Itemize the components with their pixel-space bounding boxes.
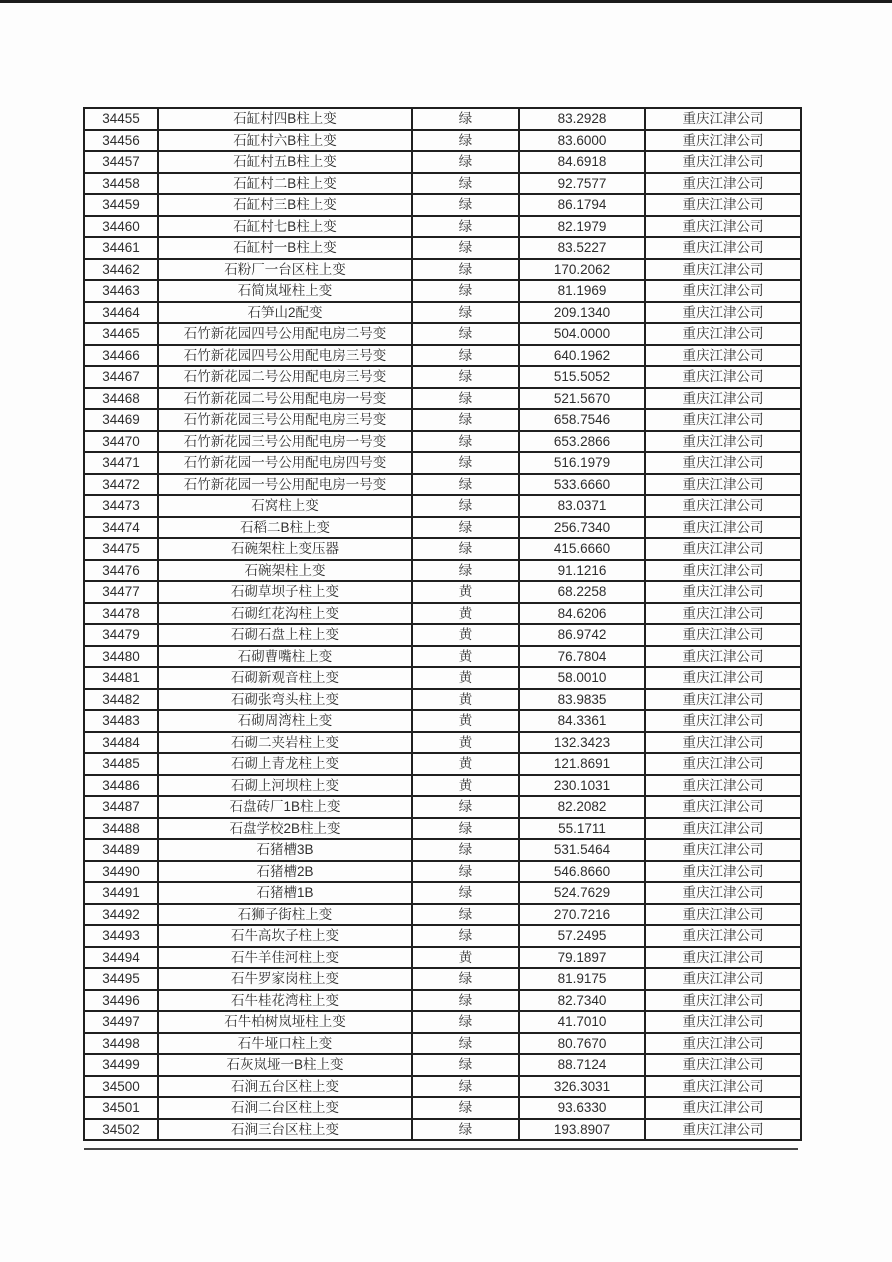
cell-id: 34477 [84, 581, 158, 603]
cell-name: 石猪槽1B [158, 882, 412, 904]
cell-id: 34486 [84, 775, 158, 797]
cell-color: 绿 [412, 882, 519, 904]
cell-color: 黄 [412, 753, 519, 775]
cell-company: 重庆江津公司 [645, 151, 801, 173]
cell-color: 绿 [412, 538, 519, 560]
cell-id: 34465 [84, 323, 158, 345]
cell-color: 绿 [412, 1097, 519, 1119]
cell-value: 93.6330 [519, 1097, 645, 1119]
cell-name: 石竹新花园一号公用配电房四号变 [158, 452, 412, 474]
table-row [84, 947, 801, 969]
table-row [84, 130, 801, 152]
cell-name: 石牛桂花湾柱上变 [158, 990, 412, 1012]
cell-value: 533.6660 [519, 474, 645, 496]
cell-id: 34491 [84, 882, 158, 904]
table-row [84, 388, 801, 410]
cell-value: 504.0000 [519, 323, 645, 345]
cell-value: 132.3423 [519, 732, 645, 754]
cell-color: 黄 [412, 732, 519, 754]
cell-value: 80.7670 [519, 1033, 645, 1055]
table-row [84, 538, 801, 560]
cell-color: 绿 [412, 173, 519, 195]
cell-color: 绿 [412, 388, 519, 410]
table-row [84, 904, 801, 926]
cell-company: 重庆江津公司 [645, 388, 801, 410]
cell-id: 34474 [84, 517, 158, 539]
cell-id: 34488 [84, 818, 158, 840]
transformer-table [83, 107, 802, 1141]
cell-id: 34490 [84, 861, 158, 883]
table-row [84, 796, 801, 818]
cell-company: 重庆江津公司 [645, 624, 801, 646]
cell-value: 82.1979 [519, 216, 645, 238]
cell-name: 石涧三台区柱上变 [158, 1119, 412, 1141]
table-row [84, 689, 801, 711]
cell-color: 绿 [412, 452, 519, 474]
cell-id: 34480 [84, 646, 158, 668]
cell-company: 重庆江津公司 [645, 302, 801, 324]
cell-value: 415.6660 [519, 538, 645, 560]
cell-name: 石竹新花园三号公用配电房一号变 [158, 431, 412, 453]
cell-value: 83.5227 [519, 237, 645, 259]
cell-id: 34482 [84, 689, 158, 711]
cell-value: 55.1711 [519, 818, 645, 840]
table-row [84, 237, 801, 259]
table-row [84, 560, 801, 582]
cell-value: 92.7577 [519, 173, 645, 195]
cell-color: 绿 [412, 237, 519, 259]
cell-id: 34496 [84, 990, 158, 1012]
cell-company: 重庆江津公司 [645, 1054, 801, 1076]
cell-color: 绿 [412, 366, 519, 388]
cell-company: 重庆江津公司 [645, 667, 801, 689]
cell-company: 重庆江津公司 [645, 710, 801, 732]
table-row [84, 1097, 801, 1119]
cell-name: 石缸村二B柱上变 [158, 173, 412, 195]
cell-id: 34489 [84, 839, 158, 861]
cell-id: 34498 [84, 1033, 158, 1055]
cell-name: 石砌上青龙柱上变 [158, 753, 412, 775]
cell-id: 34487 [84, 796, 158, 818]
cell-color: 绿 [412, 216, 519, 238]
cell-name: 石缸村一B柱上变 [158, 237, 412, 259]
cell-id: 34493 [84, 925, 158, 947]
cell-color: 绿 [412, 1076, 519, 1098]
cell-value: 653.2866 [519, 431, 645, 453]
table-row [84, 517, 801, 539]
cell-color: 黄 [412, 603, 519, 625]
cell-color: 绿 [412, 409, 519, 431]
table-row [84, 345, 801, 367]
cell-color: 绿 [412, 839, 519, 861]
table-row [84, 431, 801, 453]
cell-company: 重庆江津公司 [645, 560, 801, 582]
cell-name: 石盘砖厂1B柱上变 [158, 796, 412, 818]
cell-company: 重庆江津公司 [645, 968, 801, 990]
cell-name: 石狮子街柱上变 [158, 904, 412, 926]
cell-name: 石牛柏树岚垭柱上变 [158, 1011, 412, 1033]
table-row [84, 1033, 801, 1055]
cell-color: 绿 [412, 818, 519, 840]
page-top-edge-line [0, 0, 892, 3]
cell-color: 绿 [412, 560, 519, 582]
cell-id: 34467 [84, 366, 158, 388]
cell-id: 34468 [84, 388, 158, 410]
cell-value: 58.0010 [519, 667, 645, 689]
cell-company: 重庆江津公司 [645, 1119, 801, 1141]
cell-value: 515.5052 [519, 366, 645, 388]
cell-name: 石简岚垭柱上变 [158, 280, 412, 302]
cell-id: 34460 [84, 216, 158, 238]
cell-name: 石牛羊佳河柱上变 [158, 947, 412, 969]
cell-id: 34502 [84, 1119, 158, 1141]
cell-color: 黄 [412, 581, 519, 603]
cell-color: 绿 [412, 345, 519, 367]
cell-value: 83.6000 [519, 130, 645, 152]
table-row [84, 151, 801, 173]
table-row [84, 194, 801, 216]
cell-id: 34479 [84, 624, 158, 646]
cell-name: 石涧五台区柱上变 [158, 1076, 412, 1098]
cell-id: 34464 [84, 302, 158, 324]
cell-color: 绿 [412, 925, 519, 947]
cell-name: 石缸村七B柱上变 [158, 216, 412, 238]
cell-id: 34473 [84, 495, 158, 517]
table-row [84, 925, 801, 947]
cell-color: 绿 [412, 108, 519, 130]
transformer-table-body [84, 108, 801, 1140]
cell-id: 34463 [84, 280, 158, 302]
cell-value: 84.6206 [519, 603, 645, 625]
cell-company: 重庆江津公司 [645, 861, 801, 883]
cell-color: 黄 [412, 775, 519, 797]
cell-value: 121.8691 [519, 753, 645, 775]
cell-id: 34472 [84, 474, 158, 496]
cell-company: 重庆江津公司 [645, 603, 801, 625]
cell-id: 34461 [84, 237, 158, 259]
cell-id: 34471 [84, 452, 158, 474]
table-row [84, 173, 801, 195]
table-row [84, 366, 801, 388]
cell-company: 重庆江津公司 [645, 925, 801, 947]
cell-value: 256.7340 [519, 517, 645, 539]
cell-value: 76.7804 [519, 646, 645, 668]
cell-value: 81.1969 [519, 280, 645, 302]
cell-color: 黄 [412, 624, 519, 646]
cell-value: 270.7216 [519, 904, 645, 926]
cell-name: 石牛罗家岗柱上变 [158, 968, 412, 990]
cell-company: 重庆江津公司 [645, 495, 801, 517]
cell-value: 79.1897 [519, 947, 645, 969]
cell-id: 34476 [84, 560, 158, 582]
table-row [84, 474, 801, 496]
cell-name: 石砌二夹岩柱上变 [158, 732, 412, 754]
cell-id: 34485 [84, 753, 158, 775]
cell-name: 石砌上河坝柱上变 [158, 775, 412, 797]
table-row [84, 990, 801, 1012]
cell-company: 重庆江津公司 [645, 646, 801, 668]
cell-color: 绿 [412, 517, 519, 539]
table-row [84, 818, 801, 840]
cell-company: 重庆江津公司 [645, 839, 801, 861]
cell-id: 34501 [84, 1097, 158, 1119]
cell-company: 重庆江津公司 [645, 796, 801, 818]
cell-value: 81.9175 [519, 968, 645, 990]
cell-color: 绿 [412, 259, 519, 281]
table-row [84, 753, 801, 775]
cell-id: 34483 [84, 710, 158, 732]
cell-id: 34484 [84, 732, 158, 754]
cell-name: 石牛垭口柱上变 [158, 1033, 412, 1055]
cell-value: 524.7629 [519, 882, 645, 904]
cell-id: 34481 [84, 667, 158, 689]
cell-color: 绿 [412, 151, 519, 173]
cell-color: 绿 [412, 968, 519, 990]
cell-id: 34459 [84, 194, 158, 216]
cell-name: 石缸村四B柱上变 [158, 108, 412, 130]
cell-company: 重庆江津公司 [645, 753, 801, 775]
table-row [84, 968, 801, 990]
cell-color: 绿 [412, 130, 519, 152]
cell-name: 石碗架柱上变 [158, 560, 412, 582]
cell-name: 石竹新花园三号公用配电房三号变 [158, 409, 412, 431]
cell-name: 石缸村六B柱上变 [158, 130, 412, 152]
cell-company: 重庆江津公司 [645, 1011, 801, 1033]
cell-id: 34494 [84, 947, 158, 969]
cell-value: 531.5464 [519, 839, 645, 861]
table-row [84, 581, 801, 603]
cell-company: 重庆江津公司 [645, 194, 801, 216]
cell-company: 重庆江津公司 [645, 431, 801, 453]
cell-value: 170.2062 [519, 259, 645, 281]
table-row [84, 1076, 801, 1098]
cell-value: 640.1962 [519, 345, 645, 367]
table-row [84, 1119, 801, 1141]
cell-name: 石缸村五B柱上变 [158, 151, 412, 173]
cell-value: 88.7124 [519, 1054, 645, 1076]
cell-name: 石砌红花沟柱上变 [158, 603, 412, 625]
cell-color: 绿 [412, 796, 519, 818]
cell-name: 石笋山2配变 [158, 302, 412, 324]
cell-value: 546.8660 [519, 861, 645, 883]
table-row [84, 1054, 801, 1076]
cell-company: 重庆江津公司 [645, 517, 801, 539]
table-row [84, 108, 801, 130]
cell-name: 石砌石盘上柱上变 [158, 624, 412, 646]
cell-id: 34499 [84, 1054, 158, 1076]
cell-id: 34495 [84, 968, 158, 990]
cell-name: 石砌草坝子柱上变 [158, 581, 412, 603]
cell-color: 黄 [412, 947, 519, 969]
cell-value: 658.7546 [519, 409, 645, 431]
cell-name: 石竹新花园二号公用配电房三号变 [158, 366, 412, 388]
cell-company: 重庆江津公司 [645, 280, 801, 302]
cell-company: 重庆江津公司 [645, 1076, 801, 1098]
cell-company: 重庆江津公司 [645, 990, 801, 1012]
cell-value: 84.6918 [519, 151, 645, 173]
cell-value: 193.8907 [519, 1119, 645, 1141]
cell-name: 石盘学校2B柱上变 [158, 818, 412, 840]
cell-color: 黄 [412, 646, 519, 668]
cell-value: 521.5670 [519, 388, 645, 410]
cell-value: 326.3031 [519, 1076, 645, 1098]
cell-color: 绿 [412, 1033, 519, 1055]
table-row [84, 667, 801, 689]
cell-value: 91.1216 [519, 560, 645, 582]
cell-value: 82.2082 [519, 796, 645, 818]
cell-value: 41.7010 [519, 1011, 645, 1033]
cell-color: 绿 [412, 990, 519, 1012]
cell-value: 68.2258 [519, 581, 645, 603]
cell-company: 重庆江津公司 [645, 216, 801, 238]
cell-company: 重庆江津公司 [645, 538, 801, 560]
cell-company: 重庆江津公司 [645, 259, 801, 281]
cell-id: 34478 [84, 603, 158, 625]
cell-value: 82.7340 [519, 990, 645, 1012]
cell-value: 83.2928 [519, 108, 645, 130]
table-row [84, 280, 801, 302]
cell-color: 绿 [412, 280, 519, 302]
cell-company: 重庆江津公司 [645, 452, 801, 474]
cell-company: 重庆江津公司 [645, 130, 801, 152]
cell-id: 34466 [84, 345, 158, 367]
cell-value: 83.0371 [519, 495, 645, 517]
table-row [84, 882, 801, 904]
table-row [84, 409, 801, 431]
cell-id: 34455 [84, 108, 158, 130]
cell-name: 石灰岚垭一B柱上变 [158, 1054, 412, 1076]
table-row [84, 603, 801, 625]
cell-color: 绿 [412, 431, 519, 453]
cell-id: 34500 [84, 1076, 158, 1098]
cell-value: 86.1794 [519, 194, 645, 216]
cell-name: 石粉厂一台区柱上变 [158, 259, 412, 281]
cell-value: 86.9742 [519, 624, 645, 646]
cell-name: 石涧二台区柱上变 [158, 1097, 412, 1119]
cell-name: 石砌周湾柱上变 [158, 710, 412, 732]
table-row [84, 732, 801, 754]
table-row [84, 710, 801, 732]
cell-company: 重庆江津公司 [645, 237, 801, 259]
table-row [84, 216, 801, 238]
cell-company: 重庆江津公司 [645, 345, 801, 367]
cell-color: 绿 [412, 194, 519, 216]
cell-color: 绿 [412, 474, 519, 496]
table-row [84, 302, 801, 324]
cell-name: 石砌曹嘴柱上变 [158, 646, 412, 668]
table-row [84, 646, 801, 668]
cell-name: 石碗架柱上变压器 [158, 538, 412, 560]
table-row [84, 624, 801, 646]
cell-name: 石竹新花园二号公用配电房一号变 [158, 388, 412, 410]
cell-color: 绿 [412, 1119, 519, 1141]
cell-id: 34457 [84, 151, 158, 173]
cell-color: 绿 [412, 1054, 519, 1076]
cell-company: 重庆江津公司 [645, 581, 801, 603]
cell-name: 石砌新观音柱上变 [158, 667, 412, 689]
cell-color: 黄 [412, 689, 519, 711]
cell-name: 石竹新花园四号公用配电房三号变 [158, 345, 412, 367]
cell-name: 石牛高坎子柱上变 [158, 925, 412, 947]
cell-company: 重庆江津公司 [645, 409, 801, 431]
cell-value: 84.3361 [519, 710, 645, 732]
cell-color: 黄 [412, 667, 519, 689]
cell-name: 石砌张弯头柱上变 [158, 689, 412, 711]
cell-color: 绿 [412, 302, 519, 324]
cell-company: 重庆江津公司 [645, 1097, 801, 1119]
cell-company: 重庆江津公司 [645, 818, 801, 840]
cell-value: 230.1031 [519, 775, 645, 797]
cell-color: 绿 [412, 323, 519, 345]
cell-company: 重庆江津公司 [645, 1033, 801, 1055]
cell-name: 石缸村三B柱上变 [158, 194, 412, 216]
cell-company: 重庆江津公司 [645, 108, 801, 130]
cell-id: 34492 [84, 904, 158, 926]
table-row [84, 323, 801, 345]
table-row [84, 259, 801, 281]
cell-name: 石猪槽2B [158, 861, 412, 883]
cell-id: 34458 [84, 173, 158, 195]
cell-color: 绿 [412, 495, 519, 517]
cell-id: 34469 [84, 409, 158, 431]
cell-value: 209.1340 [519, 302, 645, 324]
cell-color: 绿 [412, 904, 519, 926]
cell-name: 石竹新花园一号公用配电房一号变 [158, 474, 412, 496]
cell-color: 绿 [412, 1011, 519, 1033]
cell-id: 34470 [84, 431, 158, 453]
cell-value: 83.9835 [519, 689, 645, 711]
table-row [84, 839, 801, 861]
cell-id: 34456 [84, 130, 158, 152]
table-row [84, 1011, 801, 1033]
cell-color: 黄 [412, 710, 519, 732]
cell-company: 重庆江津公司 [645, 775, 801, 797]
cell-id: 34462 [84, 259, 158, 281]
table-bottom-border-line [84, 1148, 798, 1150]
cell-company: 重庆江津公司 [645, 323, 801, 345]
cell-company: 重庆江津公司 [645, 366, 801, 388]
cell-company: 重庆江津公司 [645, 173, 801, 195]
cell-company: 重庆江津公司 [645, 882, 801, 904]
cell-id: 34475 [84, 538, 158, 560]
cell-company: 重庆江津公司 [645, 732, 801, 754]
cell-value: 57.2495 [519, 925, 645, 947]
cell-company: 重庆江津公司 [645, 947, 801, 969]
cell-company: 重庆江津公司 [645, 904, 801, 926]
cell-company: 重庆江津公司 [645, 689, 801, 711]
cell-name: 石竹新花园四号公用配电房二号变 [158, 323, 412, 345]
table-row [84, 775, 801, 797]
cell-name: 石窝柱上变 [158, 495, 412, 517]
cell-name: 石稻二B柱上变 [158, 517, 412, 539]
cell-value: 516.1979 [519, 452, 645, 474]
table-row [84, 452, 801, 474]
cell-color: 绿 [412, 861, 519, 883]
cell-id: 34497 [84, 1011, 158, 1033]
cell-company: 重庆江津公司 [645, 474, 801, 496]
cell-name: 石猪槽3B [158, 839, 412, 861]
table-row [84, 861, 801, 883]
table-row [84, 495, 801, 517]
